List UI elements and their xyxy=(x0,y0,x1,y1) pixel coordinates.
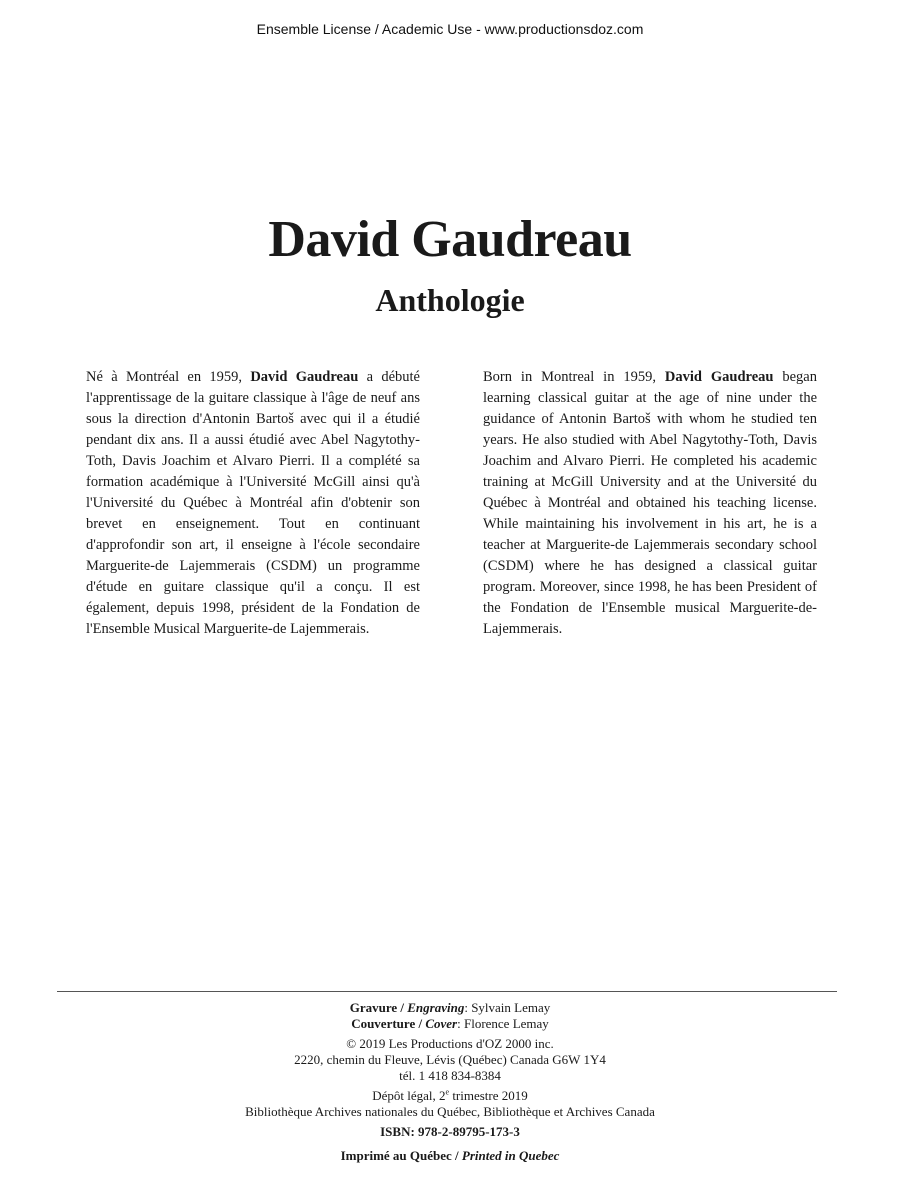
cover-label-fr: Couverture / xyxy=(351,1016,426,1031)
legal-deposit-line xyxy=(0,1088,900,1104)
engraving-label-en: Engraving xyxy=(407,1000,465,1015)
biography-english xyxy=(483,367,817,640)
phone-line: tél. 1 418 834-8384 xyxy=(399,1068,501,1083)
bio-fr-body: a débuté l'apprentissage de la guitare classique à l'âge de neuf ans sous la direction d'Antonin Bartoš avec qui il a étudié pendant dix ans. Il a aussi étudié avec Abel Nagytothy-Toth, Davis Joachim et Alvaro Pierri. Il a complété sa formation académique à l'Université McGill ainsi qu'à l'Université du Québec à Montréal afin d'obtenir son brevet en enseignement. Tout en continuant d'approfondir son art, il enseigne à l'école secondaire Marguerite-de Lajemmerais (CSDM) un programme d'étude en guitare classique qu'il a conçu. Il est également, depuis 1998, président de la Fondation de l'Ensemble Musical Marguerite-de Lajemmerais. xyxy=(86,369,420,637)
printed-line xyxy=(0,1148,900,1164)
page-title: David Gaudreau xyxy=(268,211,632,268)
page-subtitle: Anthologie xyxy=(375,282,525,318)
credits-block xyxy=(0,1000,900,1164)
address-line: 2220, chemin du Fleuve, Lévis (Québec) Canada G6W 1Y4 xyxy=(294,1052,606,1067)
engraving-credit xyxy=(0,1000,900,1016)
license-header: Ensemble License / Academic Use - www.productionsdoz.com xyxy=(256,21,644,37)
engraving-label-fr: Gravure / xyxy=(349,1000,408,1015)
cover-name: : Florence Lemay xyxy=(457,1016,549,1031)
bio-en-intro: Born in Montreal in 1959, xyxy=(483,369,665,385)
printed-fr: Imprimé au Québec / xyxy=(340,1148,462,1163)
depot-suffix: trimestre 2019 xyxy=(449,1088,528,1103)
cover-credit xyxy=(0,1016,900,1032)
cover-label-en: Cover xyxy=(425,1016,458,1031)
isbn-line xyxy=(0,1124,900,1140)
bio-fr-name: David Gaudreau xyxy=(250,369,359,385)
library-line: Bibliothèque Archives nationales du Québec, Bibliothèque et Archives Canada xyxy=(245,1104,655,1119)
copyright-line: © 2019 Les Productions d'OZ 2000 inc. xyxy=(346,1036,554,1051)
printed-en: Printed in Quebec xyxy=(461,1148,560,1163)
engraving-name: : Sylvain Lemay xyxy=(464,1000,551,1015)
footer-divider xyxy=(57,991,837,992)
bio-en-name: David Gaudreau xyxy=(664,369,774,385)
bio-en-body: began learning classical guitar at the age of nine under the guidance of Antonin Bartoš with whom he studied ten years. He also studied with Abel Nagytothy-Toth, Davis Joachim and Alvaro Pierri. He completed his academic training at McGill University and at the Université du Québec à Montréal and obtained his teaching license. While maintaining his involvement in his art, he is a teacher at Marguerite-de Lajemmerais secondary school (CSDM) where he has designed a classical guitar program. Moreover, since 1998, he has been President of the Fondation de l'Ensemble musical Marguerite-de-Lajemmerais. xyxy=(483,369,817,637)
depot-sup: e xyxy=(445,1087,450,1097)
depot-prefix: Dépôt légal, 2 xyxy=(372,1088,446,1103)
isbn-value: ISBN: 978-2-89795-173-3 xyxy=(380,1124,520,1139)
bio-fr-intro: Né à Montréal en 1959, xyxy=(86,369,251,385)
biography-french xyxy=(86,367,420,640)
